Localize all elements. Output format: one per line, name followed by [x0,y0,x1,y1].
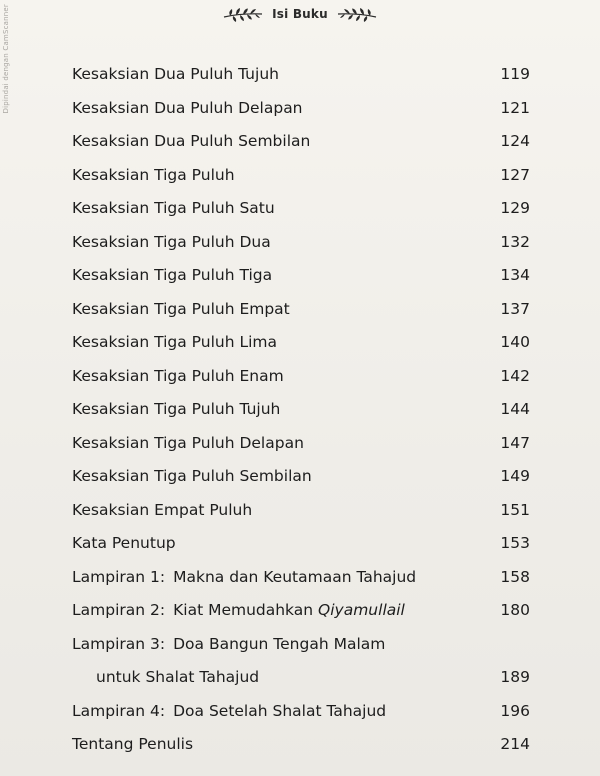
toc-entry-page: 158 [500,567,530,586]
toc-entry-closing[interactable] [72,728,532,762]
toc-entry-title: Kesaksian Empat Puluh [72,500,253,519]
toc-entry-title: Kesaksian Tiga Puluh Dua [72,232,271,251]
toc-entry-title: Kata Penutup [72,534,176,552]
toc-entry-title: Kesaksian Tiga Puluh Enam [72,366,284,385]
toc-entry-page: 132 [500,232,530,251]
toc-entry-page: 127 [500,165,530,184]
toc-entry-page: 119 [500,65,530,83]
toc-entry-title: Kesaksian Tiga Puluh Delapan [72,433,304,452]
toc-entry[interactable] [72,192,532,226]
toc-entry-page: 142 [500,366,530,385]
toc-entry-title: Kesaksian Tiga Puluh [72,165,235,184]
toc-entry-title: Tentang Penulis [72,735,194,753]
toc-entry[interactable] [72,259,532,293]
toc-entry-page: 121 [500,98,530,117]
toc-entry[interactable] [72,226,532,260]
lampiran-prefix: Lampiran 2: [72,601,166,619]
toc-entry-page: 214 [500,735,530,753]
toc-entry[interactable] [72,326,532,360]
toc-entry-lampiran-1[interactable] [72,561,532,595]
toc-entry-title: Kesaksian Dua Puluh Sembilan [72,132,311,150]
toc-entry[interactable] [72,125,532,159]
toc-entry-title: Kesaksian Tiga Puluh Tujuh [72,400,281,418]
lampiran-title: Doa Setelah Shalat Tahajud [173,701,387,720]
toc-entry[interactable] [72,460,532,494]
table-of-contents [72,58,532,762]
toc-entry-page: 144 [500,400,530,418]
toc-entry-lampiran-3[interactable] [72,628,532,695]
lampiran-prefix: Lampiran 1: [72,567,166,586]
toc-entry[interactable] [72,92,532,126]
toc-entry[interactable] [72,159,532,193]
toc-entry-page: 153 [500,534,530,552]
toc-entry[interactable] [72,527,532,561]
lampiran-prefix: Lampiran 4: [72,701,166,720]
toc-entry-page: 147 [500,433,530,452]
toc-entry-lampiran-2[interactable] [72,594,532,628]
sprig-ornament-right-icon [336,5,378,23]
toc-entry-title [72,628,385,695]
toc-entry-page: 180 [500,601,530,619]
toc-entry-page: 129 [500,199,530,217]
lampiran-prefix: Lampiran 3: [72,634,166,653]
sprig-ornament-left-icon [222,5,264,23]
toc-entry-title: Kesaksian Tiga Puluh Empat [72,299,290,318]
scanner-watermark: Dipindai dengan CamScanner [2,4,10,114]
toc-entry-title [72,561,416,595]
toc-entry-page: 189 [500,668,530,686]
lampiran-title-line2: untuk Shalat Tahajud [96,668,260,686]
toc-entry[interactable] [72,494,532,528]
toc-entry-lampiran-4[interactable] [72,695,532,729]
toc-entry-title [72,695,386,729]
toc-entry[interactable] [72,293,532,327]
toc-entry-title: Kesaksian Dua Puluh Delapan [72,98,303,117]
toc-entry-title: Kesaksian Tiga Puluh Sembilan [72,467,312,485]
toc-entry[interactable] [72,58,532,92]
toc-entry-page: 149 [500,467,530,485]
lampiran-title: Makna dan Keutamaan Tahajud [173,567,417,586]
toc-entry-page: 151 [500,500,530,519]
page-header [0,2,600,26]
toc-entry-page: 196 [500,701,530,720]
toc-entry-title: Kesaksian Tiga Puluh Tiga [72,266,273,284]
lampiran-title-italic: Qiyamullail [318,601,405,619]
toc-entry-page: 124 [500,132,530,150]
toc-entry-page: 134 [500,266,530,284]
toc-entry-title: Kesaksian Tiga Puluh Lima [72,333,277,351]
toc-entry-page: 140 [500,333,530,351]
toc-entry-title [72,594,405,628]
toc-entry[interactable] [72,360,532,394]
toc-entry[interactable] [72,393,532,427]
lampiran-title: Doa Bangun Tengah Malam [173,634,386,653]
toc-entry-title: Kesaksian Tiga Puluh Satu [72,199,275,217]
toc-entry-page: 137 [500,299,530,318]
toc-entry[interactable] [72,427,532,461]
toc-entry-title: Kesaksian Dua Puluh Tujuh [72,65,279,83]
page-title: Isi Buku [272,7,328,21]
lampiran-title: Kiat Memudahkan [173,601,314,619]
